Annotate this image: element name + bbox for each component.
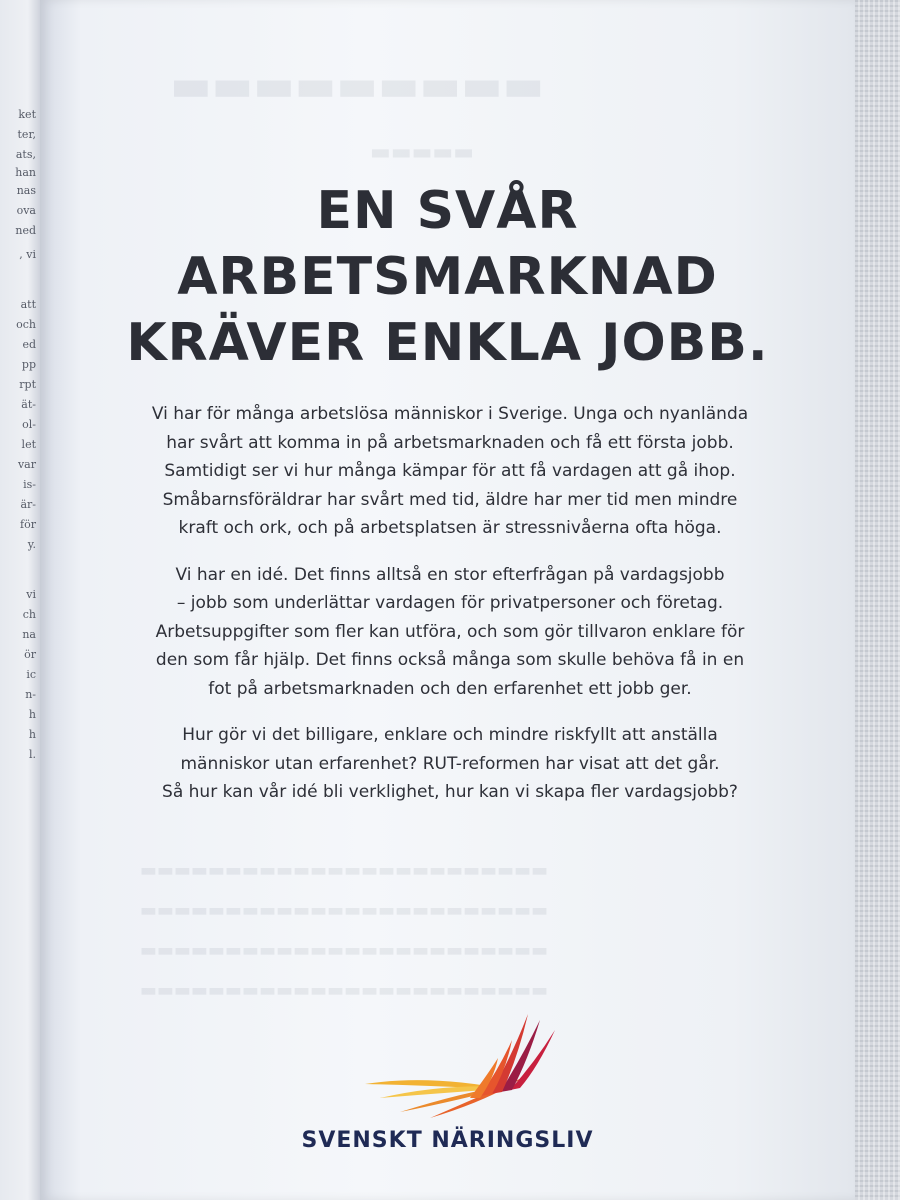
show-through-shape: ▬▬▬▬▬▬▬▬▬▬▬▬▬▬▬▬▬▬▬▬▬▬▬▬ bbox=[140, 940, 549, 961]
left-page-text-fragment: ic bbox=[26, 668, 36, 681]
body-paragraph-2 bbox=[140, 561, 760, 704]
headline-line: EN SVÅR bbox=[316, 181, 579, 241]
left-page-text-fragment: vi bbox=[26, 588, 36, 601]
left-page-text-fragment: ket bbox=[18, 108, 36, 121]
left-page-text-fragment: , vi bbox=[19, 248, 36, 261]
body-line: Så hur kan vår idé bli verklighet, hur kan vi skapa fler vardagsjobb? bbox=[162, 782, 738, 802]
show-through-shape: ▬▬▬▬▬▬▬▬▬▬▬▬▬▬▬▬▬▬▬▬▬▬▬▬ bbox=[140, 860, 549, 881]
show-through-shape: ▬▬▬▬▬ bbox=[370, 140, 474, 165]
headline-line: KRÄVER ENKLA JOBB. bbox=[126, 313, 769, 373]
left-page-text-fragment: h bbox=[28, 708, 36, 721]
left-page-text-fragment: att bbox=[20, 298, 36, 311]
ad-headline bbox=[40, 178, 855, 376]
show-through-shape: ▬▬▬▬▬▬▬▬▬▬▬▬▬▬▬▬▬▬▬▬▬▬▬▬ bbox=[140, 900, 549, 921]
left-page-text-fragment: n- bbox=[25, 688, 36, 701]
left-page-text-fragment: ned bbox=[15, 224, 36, 237]
body-line: Arbetsuppgifter som fler kan utföra, och som gör tillvaron enklare för bbox=[155, 621, 745, 642]
left-page-text-fragment: ol- bbox=[22, 418, 36, 431]
left-page-text-fragment: han bbox=[15, 166, 36, 179]
show-through-shape: ▬▬▬▬▬▬▬▬▬ bbox=[170, 60, 545, 111]
left-page-text-fragment: let bbox=[21, 438, 36, 451]
body-line: fot på arbetsmarknaden och den erfarenhet ett jobb ger. bbox=[208, 678, 692, 699]
headline-line: ARBETSMARKNAD bbox=[177, 247, 718, 307]
body-paragraph-1 bbox=[140, 400, 760, 543]
ad-body bbox=[140, 400, 760, 825]
left-page-text-fragment: h bbox=[28, 728, 36, 741]
brand-name: SVENSKT NÄRINGSLIV bbox=[301, 1128, 594, 1153]
body-line: Vi har en idé. Det finns alltså en stor efterfrågan på vardagsjobb bbox=[175, 564, 725, 585]
left-page-text-fragment: rpt bbox=[19, 378, 36, 391]
left-page-text-fragment: ör bbox=[24, 648, 36, 661]
left-page-text-fragment: var bbox=[17, 458, 36, 471]
body-line: – jobb som underlättar vardagen för privatpersoner och företag. bbox=[176, 593, 724, 613]
left-page-text-fragment: är- bbox=[20, 498, 36, 511]
body-line: har svårt att komma in på arbetsmarknaden och få ett första jobb. bbox=[166, 432, 734, 453]
left-page-text-fragment: na bbox=[22, 628, 36, 641]
left-page-text-fragment: ats, bbox=[15, 148, 36, 161]
left-page-text-fragment: för bbox=[20, 518, 36, 531]
show-through-shape: ▬▬▬▬▬▬▬▬▬▬▬▬▬▬▬▬▬▬▬▬▬▬▬▬ bbox=[140, 980, 549, 1001]
left-page-text-fragment: ed bbox=[22, 338, 36, 351]
wing-logo-icon bbox=[360, 1012, 560, 1122]
body-line: Vi har för många arbetslösa människor i Sverige. Unga och nyanlända bbox=[151, 404, 749, 424]
body-line: Hur gör vi det billigare, enklare och mindre riskfyllt att anställa bbox=[182, 725, 718, 745]
left-page-text-fragment: ova bbox=[16, 204, 36, 217]
surface-texture bbox=[855, 0, 900, 1200]
left-page-text-fragment: y. bbox=[27, 538, 36, 551]
left-page-text-fragment: ter, bbox=[17, 128, 36, 141]
left-page-text-fragment: is- bbox=[23, 478, 36, 491]
facing-page-left bbox=[0, 0, 40, 1200]
left-page-text-fragment: och bbox=[16, 318, 36, 331]
body-paragraph-3 bbox=[140, 721, 760, 807]
body-line: kraft och ork, och på arbetsplatsen är stressnivåerna ofta höga. bbox=[178, 518, 722, 538]
background-surface bbox=[855, 0, 900, 1200]
body-line: Samtidigt ser vi hur många kämpar för att få vardagen att gå ihop. bbox=[164, 461, 736, 481]
body-line: människor utan erfarenhet? RUT-reformen har visat att det går. bbox=[180, 753, 720, 774]
magazine-page bbox=[40, 0, 855, 1200]
left-page-text-fragment: nas bbox=[16, 184, 36, 197]
left-page-text-fragment: ät- bbox=[21, 398, 36, 411]
left-page-text-fragment: ch bbox=[22, 608, 36, 621]
body-line: Småbarnsföräldrar har svårt med tid, äldre har mer tid men mindre bbox=[162, 489, 738, 510]
left-page-text-fragment: l. bbox=[28, 748, 36, 761]
left-page-text-fragment: pp bbox=[21, 358, 36, 371]
body-line: den som får hjälp. Det finns också många som skulle behöva få in en bbox=[155, 650, 745, 670]
